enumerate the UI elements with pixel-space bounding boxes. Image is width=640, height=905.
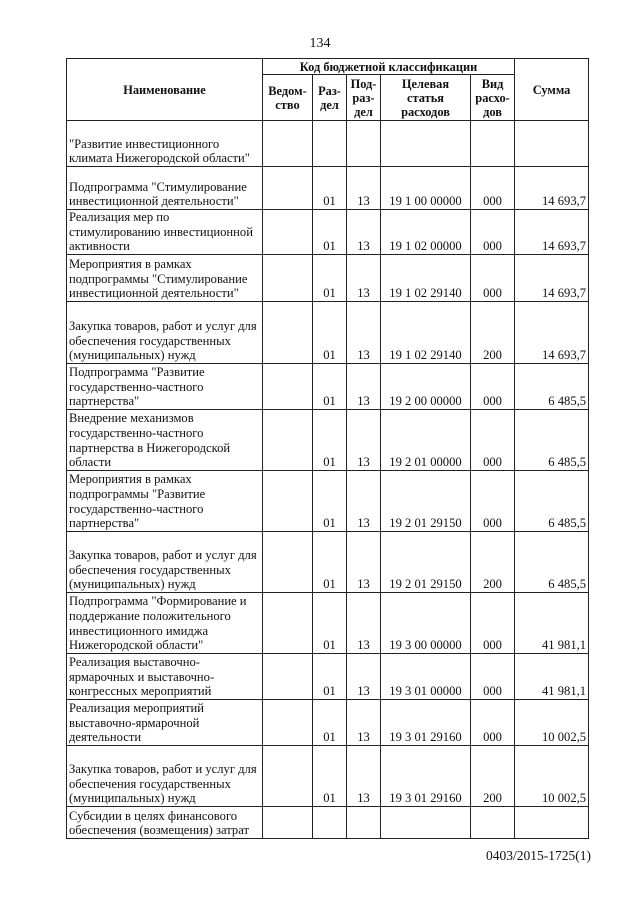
row-podrazdel [347,121,381,167]
table-row [67,531,589,592]
row-summa: 41 981,1 [515,653,589,699]
table-header [67,59,589,121]
row-razdel [313,121,347,167]
row-podrazdel: 13 [347,254,381,301]
row-summa: 6 485,5 [515,470,589,531]
row-vedomstvo [263,210,313,255]
row-vedomstvo [263,301,313,363]
row-name: Закупка товаров, работ и услуг для обеспечения государственных (муниципальных) нужд [67,531,263,592]
row-summa: 6 485,5 [515,409,589,470]
row-name: Подпрограмма "Развитие государственно-частного партнерства" [67,363,263,409]
row-vid-raskhodov: 000 [471,653,515,699]
row-summa: 41 981,1 [515,592,589,653]
table-row [67,254,589,301]
row-name: Мероприятия в рамках подпрограммы "Развитие государственно-частного партнерства" [67,470,263,531]
header-summa: Сумма [515,59,589,121]
row-name: "Развитие инвестиционного климата Нижегородской области" [67,121,263,167]
row-celevaya-statya: 19 3 01 29160 [381,699,471,745]
header-name: Наименование [67,59,263,121]
row-celevaya-statya: 19 1 02 00000 [381,210,471,255]
row-podrazdel: 13 [347,409,381,470]
document-code: 0403/2015-1725(1) [486,848,591,863]
row-name: Реализация мер по стимулированию инвестиционной активности [67,210,263,255]
row-name: Подпрограмма "Формирование и поддержание положительного инвестиционного имиджа Нижегородской области" [67,592,263,653]
row-celevaya-statya [381,121,471,167]
row-razdel: 01 [313,301,347,363]
row-summa: 6 485,5 [515,363,589,409]
row-vid-raskhodov [471,806,515,838]
table-row [67,806,589,838]
budget-table [66,58,589,839]
row-razdel: 01 [313,409,347,470]
header-razdel: Раз- дел [313,75,347,121]
table-row [67,409,589,470]
row-razdel: 01 [313,210,347,255]
row-razdel: 01 [313,167,347,210]
row-celevaya-statya: 19 3 01 00000 [381,653,471,699]
header-podrazdel: Под- раз- дел [347,75,381,121]
row-summa [515,121,589,167]
row-celevaya-statya: 19 2 01 29150 [381,470,471,531]
table-row [67,210,589,255]
table-row [67,653,589,699]
row-podrazdel: 13 [347,699,381,745]
row-vedomstvo [263,167,313,210]
row-razdel: 01 [313,653,347,699]
row-celevaya-statya: 19 3 00 00000 [381,592,471,653]
table-row [67,470,589,531]
row-podrazdel: 13 [347,745,381,806]
row-razdel: 01 [313,699,347,745]
row-vedomstvo [263,121,313,167]
table-row [67,167,589,210]
row-vid-raskhodov: 000 [471,699,515,745]
row-summa: 10 002,5 [515,745,589,806]
row-name: Подпрограмма "Стимулирование инвестиционной деятельности" [67,167,263,210]
page-number: 134 [309,36,331,51]
row-podrazdel: 13 [347,363,381,409]
table-row [67,745,589,806]
row-podrazdel [347,806,381,838]
row-summa: 14 693,7 [515,167,589,210]
row-summa: 14 693,7 [515,254,589,301]
row-summa: 14 693,7 [515,301,589,363]
row-name: Закупка товаров, работ и услуг для обеспечения государственных (муниципальных) нужд [67,745,263,806]
table-row [67,301,589,363]
row-celevaya-statya: 19 2 01 00000 [381,409,471,470]
row-razdel: 01 [313,470,347,531]
row-name: Внедрение механизмов государственно-частного партнерства в Нижегородской области [67,409,263,470]
row-vid-raskhodov: 200 [471,301,515,363]
row-vid-raskhodov: 200 [471,745,515,806]
row-razdel: 01 [313,745,347,806]
row-vedomstvo [263,470,313,531]
row-podrazdel: 13 [347,167,381,210]
row-podrazdel: 13 [347,531,381,592]
row-podrazdel: 13 [347,301,381,363]
table-row [67,121,589,167]
row-razdel [313,806,347,838]
row-celevaya-statya: 19 1 02 29140 [381,254,471,301]
row-razdel: 01 [313,254,347,301]
row-vid-raskhodov [471,121,515,167]
row-razdel: 01 [313,531,347,592]
row-summa: 14 693,7 [515,210,589,255]
row-vid-raskhodov: 000 [471,363,515,409]
row-podrazdel: 13 [347,653,381,699]
row-vid-raskhodov: 200 [471,531,515,592]
header-celevaya-statya: Целевая статья расходов [381,75,471,121]
row-vid-raskhodov: 000 [471,167,515,210]
row-vedomstvo [263,592,313,653]
row-summa: 6 485,5 [515,531,589,592]
row-podrazdel: 13 [347,470,381,531]
row-vid-raskhodov: 000 [471,592,515,653]
row-vedomstvo [263,745,313,806]
row-vedomstvo [263,653,313,699]
row-celevaya-statya: 19 1 00 00000 [381,167,471,210]
row-name: Мероприятия в рамках подпрограммы "Стимулирование инвестиционной деятельности" [67,254,263,301]
row-razdel: 01 [313,363,347,409]
table-body [67,121,589,839]
row-celevaya-statya: 19 2 00 00000 [381,363,471,409]
table-row [67,592,589,653]
row-vedomstvo [263,409,313,470]
row-name: Реализация мероприятий выставочно-ярмарочной деятельности [67,699,263,745]
row-vedomstvo [263,363,313,409]
row-vedomstvo [263,531,313,592]
row-celevaya-statya: 19 1 02 29140 [381,301,471,363]
row-vedomstvo [263,806,313,838]
header-vid-raskhodov: Вид расхо- дов [471,75,515,121]
row-podrazdel: 13 [347,210,381,255]
row-vedomstvo [263,699,313,745]
row-vedomstvo [263,254,313,301]
row-vid-raskhodov: 000 [471,470,515,531]
header-classification-group: Код бюджетной классификации [263,59,515,75]
row-summa: 10 002,5 [515,699,589,745]
row-vid-raskhodov: 000 [471,254,515,301]
row-celevaya-statya: 19 2 01 29150 [381,531,471,592]
row-name: Субсидии в целях финансового обеспечения (возмещения) затрат [67,806,263,838]
row-name: Закупка товаров, работ и услуг для обеспечения государственных (муниципальных) нужд [67,301,263,363]
row-name: Реализация выставочно-ярмарочных и выставочно-конгрессных мероприятий [67,653,263,699]
row-razdel: 01 [313,592,347,653]
row-summa [515,806,589,838]
row-celevaya-statya: 19 3 01 29160 [381,745,471,806]
row-vid-raskhodov: 000 [471,409,515,470]
table-row [67,699,589,745]
header-vedomstvo: Ведом- ство [263,75,313,121]
row-celevaya-statya [381,806,471,838]
row-vid-raskhodov: 000 [471,210,515,255]
table-row [67,363,589,409]
row-podrazdel: 13 [347,592,381,653]
